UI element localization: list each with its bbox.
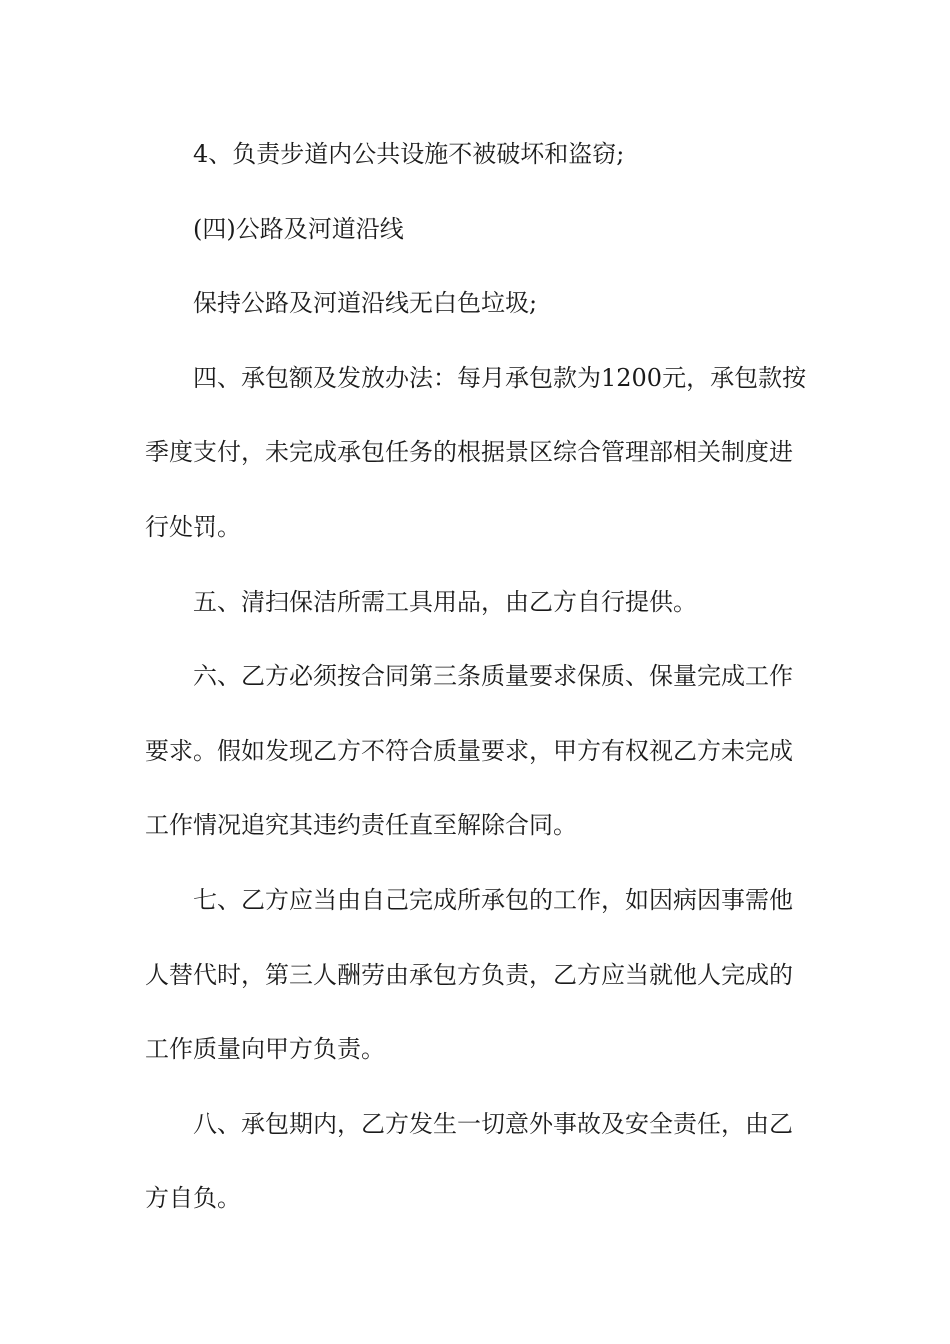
article-8-line-2: 方自负。 bbox=[145, 1184, 241, 1213]
article-7-line-2: 人替代时，第三人酬劳由承包方负责，乙方应当就他人完成的 bbox=[145, 960, 793, 989]
article-6-line-2: 要求。假如发现乙方不符合质量要求，甲方有权视乙方未完成 bbox=[145, 736, 793, 765]
paragraph-line: 保持公路及河道沿线无白色垃圾; bbox=[193, 289, 538, 318]
article-5-line-1: 五、清扫保洁所需工具用品，由乙方自行提供。 bbox=[193, 587, 697, 616]
article-8-line-1: 八、承包期内，乙方发生一切意外事故及安全责任，由乙 bbox=[193, 1109, 793, 1138]
article-7-line-1: 七、乙方应当由自己完成所承包的工作，如因病因事需他 bbox=[193, 885, 793, 914]
document-body bbox=[145, 128, 810, 1247]
clause-4-text-line: 4、负责步道内公共设施不被破坏和盗窃; bbox=[193, 140, 625, 168]
article-7-line-3: 工作质量向甲方负责。 bbox=[145, 1035, 385, 1064]
article-4-line-2: 季度支付，未完成承包任务的根据景区综合管理部相关制度进 bbox=[145, 438, 793, 467]
article-4-line-1: 四、承包额及发放办法：每月承包款为1200元，承包款按 bbox=[193, 363, 807, 392]
article-6-line-3: 工作情况追究其违约责任直至解除合同。 bbox=[145, 811, 577, 840]
article-4-line-3: 行处罚。 bbox=[145, 512, 241, 541]
section-heading-highway-river: (四)公路及河道沿线 bbox=[193, 214, 404, 243]
article-6-line-1: 六、乙方必须按合同第三条质量要求保质、保量完成工作 bbox=[193, 662, 793, 691]
